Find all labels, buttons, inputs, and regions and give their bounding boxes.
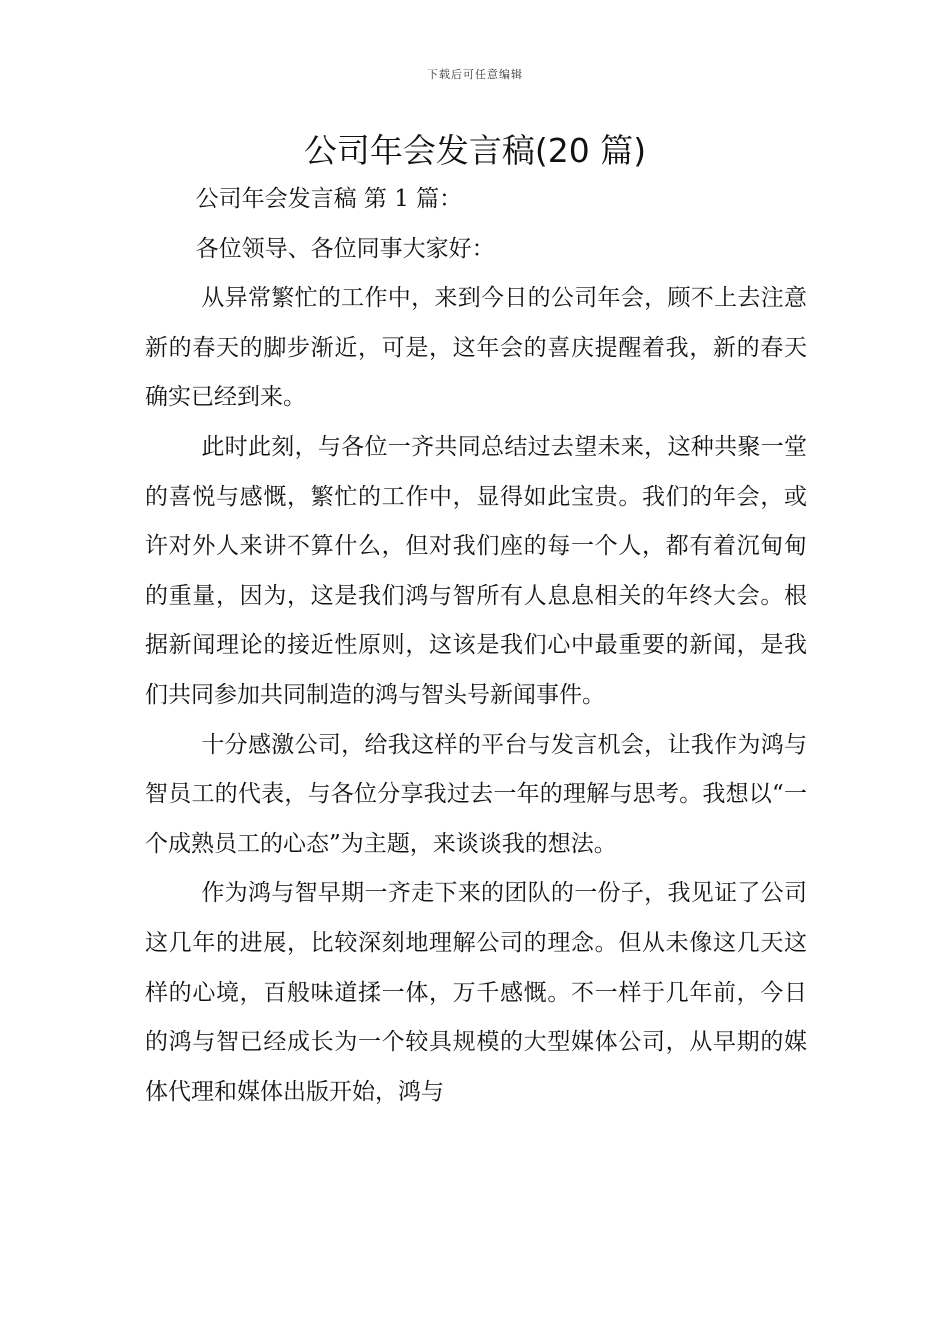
paragraph-3: 十分感激公司，给我这样的平台与发言机会，让我作为鸿与智员工的代表，与各位分享我过去一年的理解与思考。我想以“一个成熟员工的心态”为主题，来谈谈我的想法。 xyxy=(145,731,807,857)
header-note: 下载后可任意编辑 xyxy=(427,68,523,81)
paragraph-chapter-heading: 公司年会发言稿 第 1 篇： xyxy=(195,186,463,212)
paragraph-1: 从异常繁忙的工作中，来到今日的公司年会，顾不上去注意新的春天的脚步渐近，可是，这年会的喜庆提醒着我，新的春天确实已经到来。 xyxy=(145,285,807,411)
paragraph-greeting: 各位领导、各位同事大家好： xyxy=(195,235,495,262)
paragraph-4: 作为鸿与智早期一齐走下来的团队的一份子，我见证了公司这几年的进展，比较深刻地理解公司的理念。但从未像这几天这样的心境，百般味道揉一体，万千感慨。不一样于几年前，今日的鸿与智已经成长为一个较具规模的大型媒体公司，从早期的媒体代理和媒体出版开始，鸿与 xyxy=(145,880,807,1105)
document-body xyxy=(145,175,807,1117)
paragraph-2: 此时此刻，与各位一齐共同总结过去望未来，这种共聚一堂的喜悦与感慨，繁忙的工作中，显得如此宝贵。我们的年会，或许对外人来讲不算什么，但对我们座的每一个人，都有着沉甸甸的重量，因为，这是我们鸿与智所有人息息相关的年终大会。根据新闻理论的接近性原则，这该是我们心中最重要的新闻，是我们共同参加共同制造的鸿与智头号新闻事件。 xyxy=(145,433,807,708)
document-title: 公司年会发言稿(20 篇) xyxy=(303,131,647,170)
